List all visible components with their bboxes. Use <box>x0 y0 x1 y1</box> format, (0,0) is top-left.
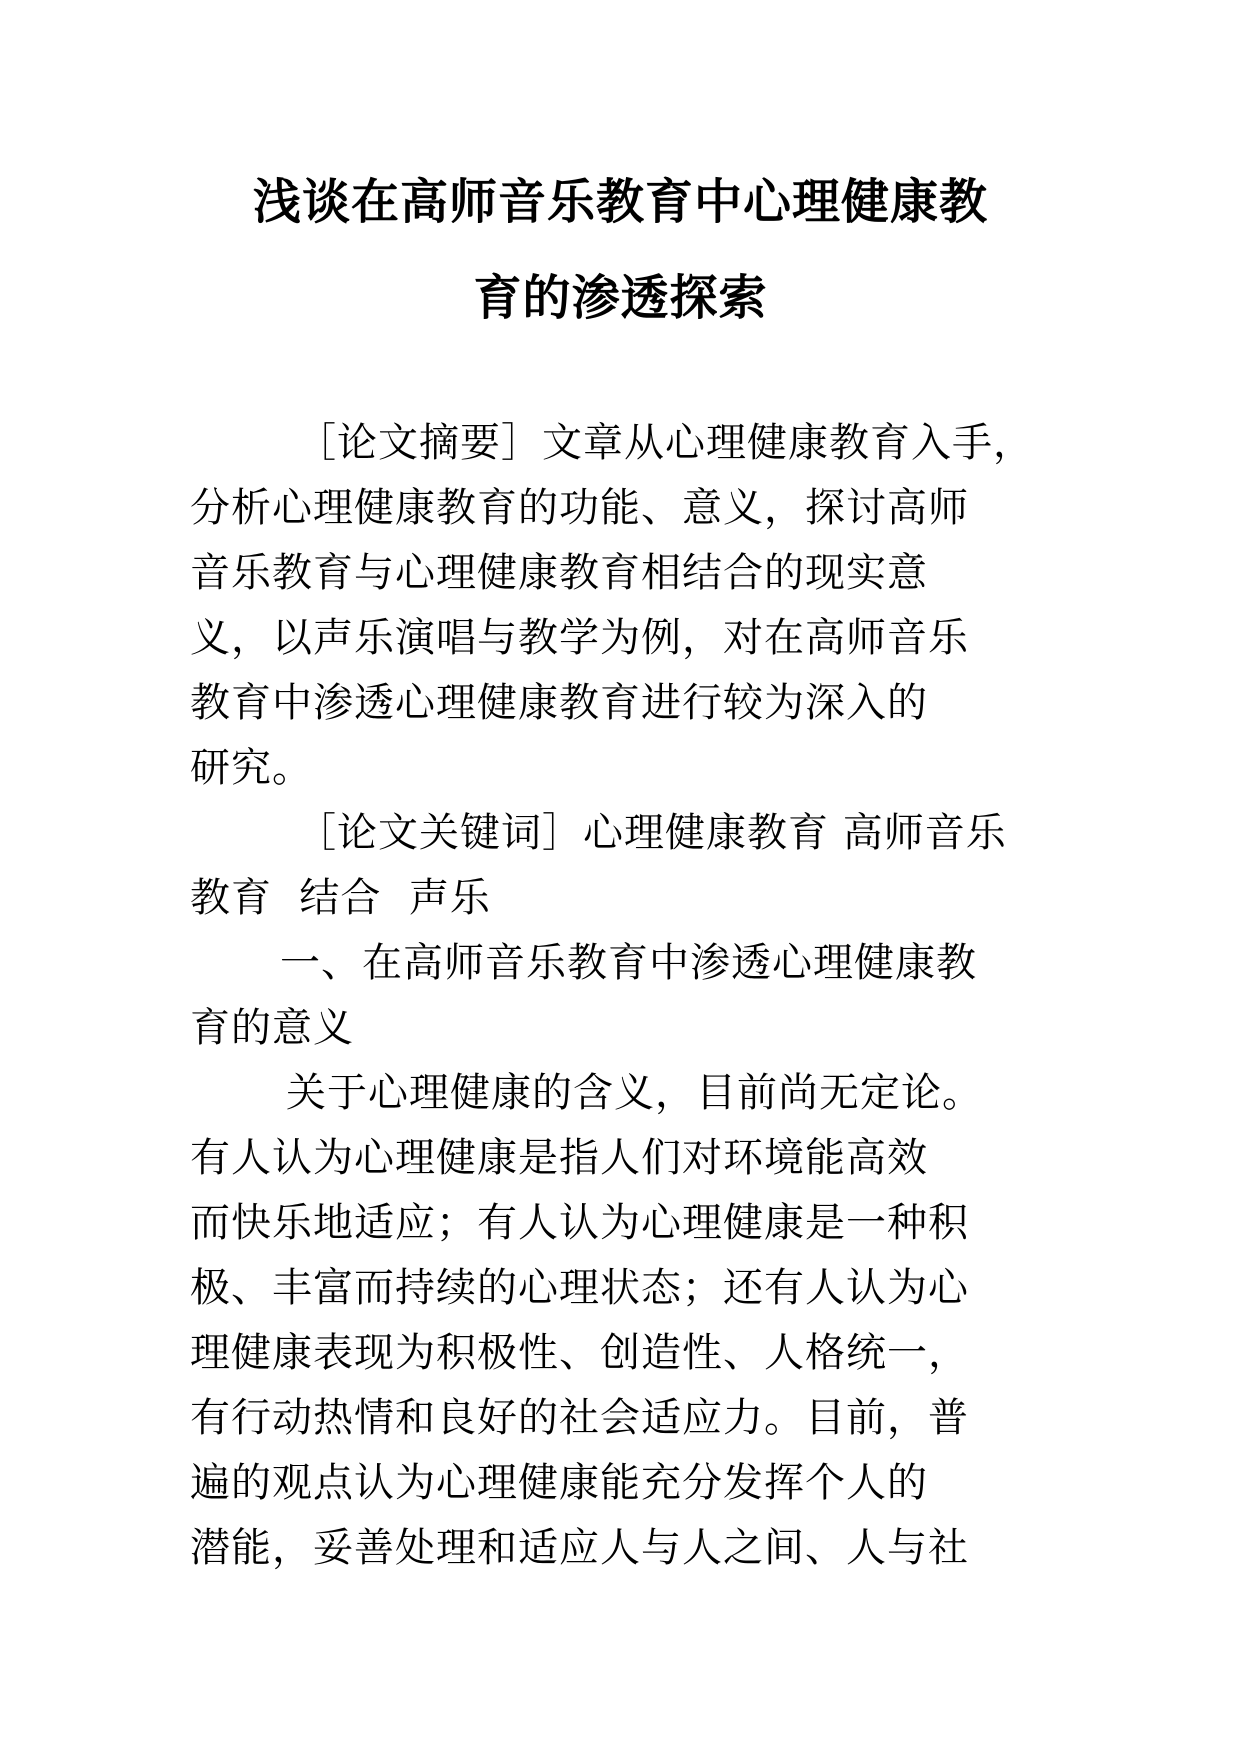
document-title-line-2: 育的渗透探索 <box>473 270 768 326</box>
body-paragraph-line: 理健康表现为积极性、创造性、人格统一， <box>190 1330 969 1376</box>
body-paragraph-line: 有行动热情和良好的社会适应力。目前，普 <box>190 1395 969 1441</box>
abstract-line: 教育中渗透心理健康教育进行较为深入的 <box>190 680 928 726</box>
body-paragraph-line: 极、丰富而持续的心理状态；还有人认为心 <box>190 1265 969 1311</box>
abstract-line: 义，以声乐演唱与教学为例，对在高师音乐 <box>190 615 969 661</box>
body-paragraph-line: 关于心理健康的含义，目前尚无定论。 <box>286 1070 983 1116</box>
abstract-line: 研究。 <box>190 745 313 791</box>
abstract-line: 音乐教育与心理健康教育相结合的现实意 <box>190 550 928 596</box>
abstract-line: ［论文摘要］文章从心理健康教育入手， <box>296 420 1034 466</box>
section-heading-line: 育的意义 <box>190 1005 354 1051</box>
keywords-line: ［论文关键词］心理健康教育 高师音乐 <box>296 810 1007 856</box>
keywords-line: 教育 结合 声乐 <box>190 875 491 921</box>
body-paragraph-line: 而快乐地适应；有人认为心理健康是一种积 <box>190 1200 969 1246</box>
section-heading-line: 一、在高师音乐教育中渗透心理健康教 <box>280 940 977 986</box>
body-paragraph-line: 遍的观点认为心理健康能充分发挥个人的 <box>190 1460 928 1506</box>
body-paragraph-line: 潜能，妥善处理和适应人与人之间、人与社 <box>190 1525 969 1571</box>
abstract-line: 分析心理健康教育的功能、意义，探讨高师 <box>190 485 969 531</box>
body-paragraph-line: 有人认为心理健康是指人们对环境能高效 <box>190 1135 928 1181</box>
document-title-line-1: 浅谈在高师音乐教育中心理健康教 <box>252 174 988 230</box>
